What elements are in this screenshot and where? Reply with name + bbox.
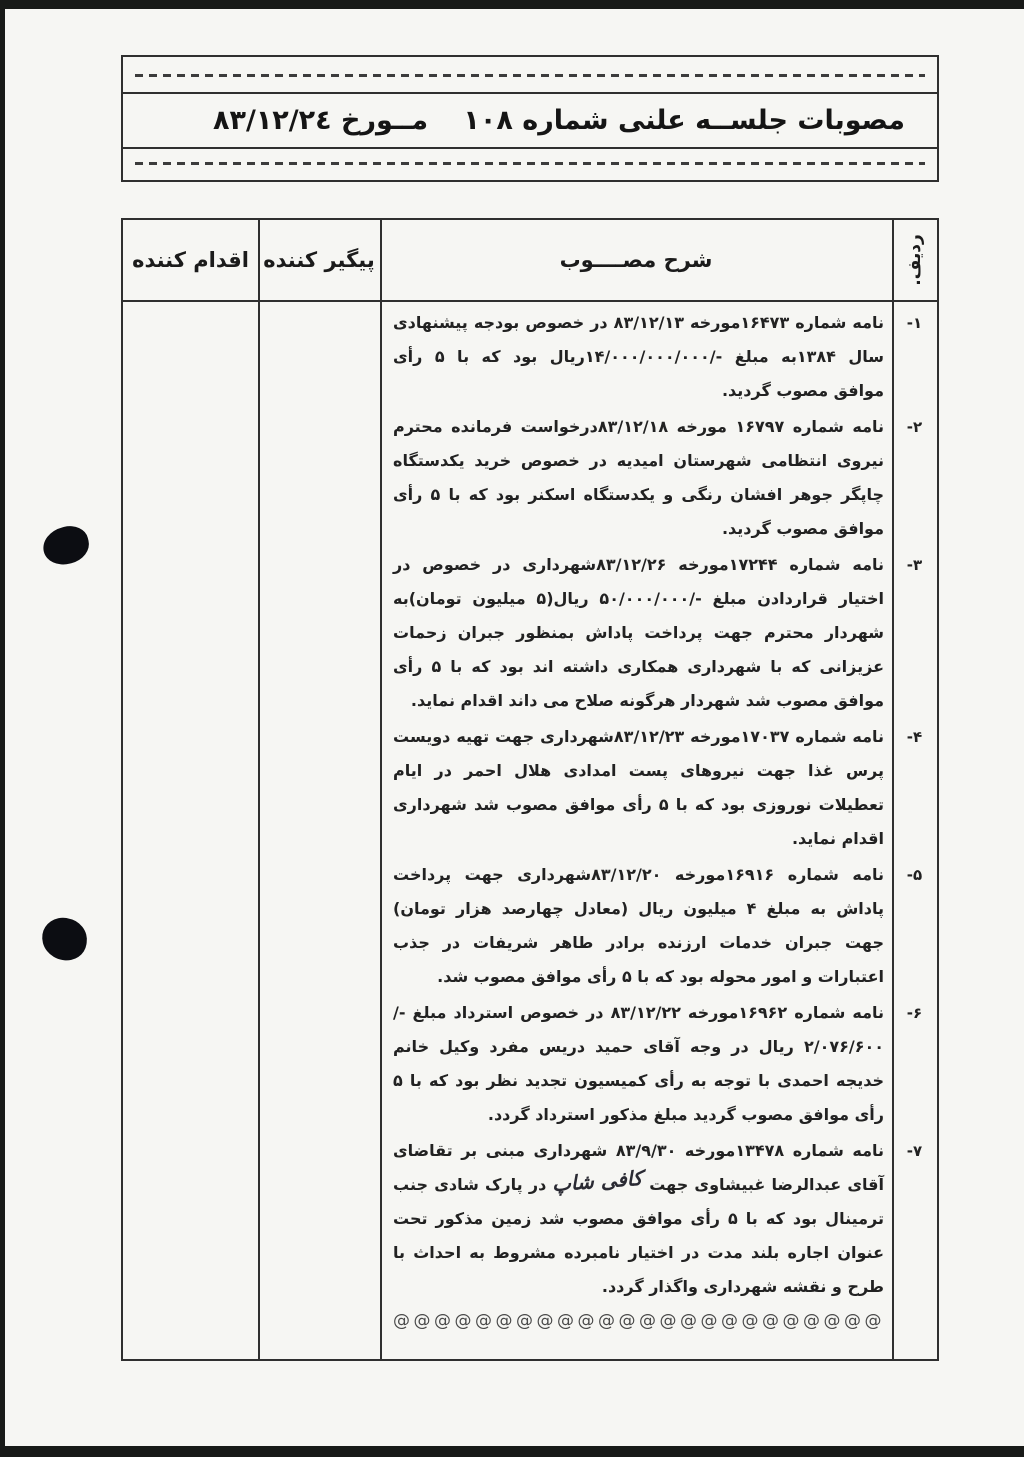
row-number: ۷- [906,1142,923,1160]
row-number: ۴- [906,728,923,746]
resolution-row [380,548,937,718]
dashed-divider-bottom [135,162,925,165]
row-text-segment: نامه شماره ۱۳۴۷۸مورخه ۸۳/۹/۳۰ شهرداری مبنی بر تقاضای آقای عبدالرضا غبیشاوی جهت [393,1141,885,1194]
document-header [121,55,939,182]
column-header-row-number: ردیف. [904,234,925,286]
header-date: مــورخ ۸۳/۱۲/۲٤ [213,105,429,136]
header-title-band [123,92,937,149]
resolution-row [380,306,937,408]
page-title: مصوبات جلســه علنی شماره ۱۰۸ [463,105,905,136]
row-text: نامه شماره ۱۶۹۶۲مورخه ۸۳/۱۲/۲۲ در خصوص استرداد مبلغ -/۲/۰۷۶/۶۰۰ ریال در وجه آقای حمید دریس مفرد وکیل خانم خدیجه احمدی با توجه به رأی کمیسیون تجدید نظر بود که با ۵ رأی موافق مصوب گردید مبلغ مذکور استرداد گردد. [393,1003,885,1124]
scan-edge-top [0,0,1024,9]
row-number: ۳- [906,556,923,574]
column-header-follower: پیگیر کننده [263,248,375,272]
resolution-row [380,720,937,856]
table-header-row [123,220,937,302]
handwritten-note: کافی شاپ [551,1165,644,1197]
column-header-actor: اقدام کننده [132,248,249,272]
row-text: نامه شماره ۱۷۲۴۴مورخه ۸۳/۱۲/۲۶شهرداری در خصوص در اختیار قراردادن مبلغ -/۵۰/۰۰۰/۰۰۰ ریال(۵ میلیون تومان)به شهردار محترم جهت پرداخت پاداش بمنظور جبران زحمات عزیزانی که با شهرداری همکاری داشته اند بود که با ۵ رأی موافق مصوب شد شهردار هرگونه صلاح می داند اقدام نماید. [393,555,885,710]
row-text-segment: در پارک شادی جنب ترمینال بود که با ۵ رأی موافق مصوب شد زمین مذکور تحت عنوان اجاره بلند مدت در اختیار نامبرده مشروط به احداث با طرح و نقشه شهرداری واگذار گردد. [393,1175,885,1296]
row-text: نامه شماره ۱۷۰۳۷مورخه ۸۳/۱۲/۲۳شهرداری جهت تهیه دویست پرس غذا جهت نیروهای پست امدادی هلال احمر در ایام تعطیلات نوروزی بود که با ۵ رأی موافق مصوب شد شهرداری اقدام نماید. [393,727,885,848]
dashed-divider-top [135,74,925,77]
row-number: ۱- [906,314,923,332]
column-header-description: شرح مصــــوب [559,248,713,272]
resolution-row [380,858,937,994]
row-number: ۶- [906,1004,923,1022]
resolution-row [380,996,937,1132]
row-text: نامه شماره ۱۶۹۱۶مورخه ۸۳/۱۲/۲۰شهرداری جهت پرداخت پاداش به مبلغ ۴ میلیون ریال (معادل چهارصد هزار تومان) جهت جبران خدمات ارزنده برادر طاهر شریفات در جذب اعتبارات و امور محوله بود که با ۵ رأی موافق مصوب شد. [393,865,885,986]
resolutions-table [121,218,939,1361]
punch-hole-top [39,522,93,569]
resolution-row [380,410,937,546]
row-number: ۲- [906,418,923,436]
column-divider [258,220,260,1359]
punch-hole-bottom [39,915,90,964]
scan-edge-left [0,0,5,1457]
row-text: نامه شماره ۱۶۷۹۷ مورخه ۸۳/۱۲/۱۸درخواست فرمانده محترم نیروی انتظامی شهرستان امیدیه در خصوص خرید یکدستگاه چاپگر جوهر افشان رنگی و یکدستگاه اسکنر بود که با ۵ رأی موافق مصوب گردید. [393,417,885,538]
row-text: نامه شماره ۱۶۴۷۳مورخه ۸۳/۱۲/۱۳ در خصوص بودجه پیشنهادی سال ۱۳۸۴به مبلغ -/۱۴/۰۰۰/۰۰۰/۰۰۰ریال بود که با ۵ رأی موافق مصوب گردید. [393,313,885,400]
end-of-minutes-marker: @@@@@@@@@@@@@@@@@@@@@@@@ [393,1311,885,1331]
resolution-row [380,1134,937,1338]
scan-edge-bottom [0,1446,1024,1457]
table-body [380,306,937,1340]
row-number: ۵- [906,866,923,884]
row-text [380,1134,892,1338]
